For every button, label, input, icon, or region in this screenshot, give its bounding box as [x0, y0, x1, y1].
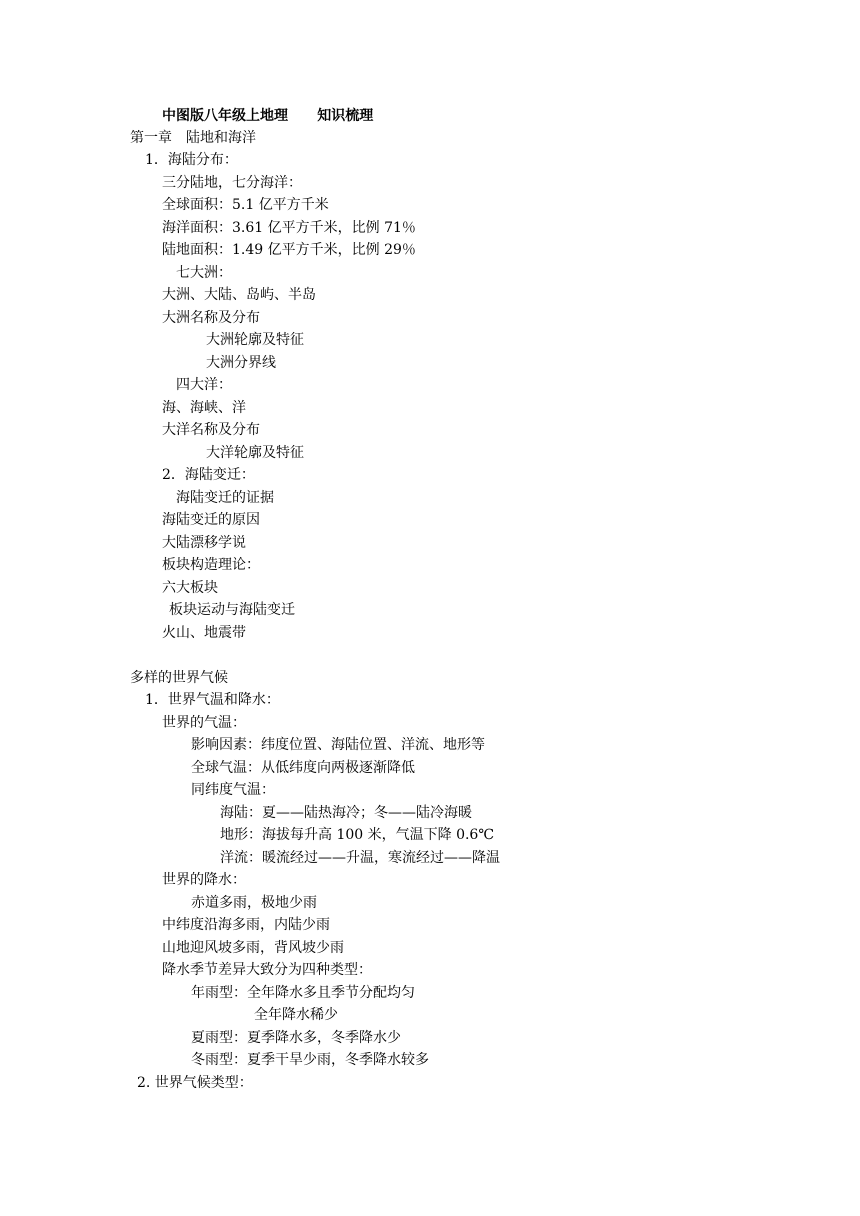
text-line: 年雨型：全年降水多且季节分配均匀	[191, 985, 415, 1001]
text-line: 大洲分界线	[206, 355, 276, 371]
text-line: 大陆漂移学说	[162, 535, 246, 551]
text-line: 大洲名称及分布	[162, 310, 260, 326]
text-line: 降水季节差异大致分为四种类型：	[162, 962, 372, 978]
chapter1-heading: 第一章 陆地和海洋	[130, 130, 256, 146]
text-line: 七大洲：	[176, 265, 232, 281]
text-line: 同纬度气温：	[191, 782, 275, 798]
section-title: 2. 世界气候类型：	[137, 1075, 253, 1091]
text-line: 板块构造理论：	[162, 557, 260, 573]
text-line: 冬雨型：夏季干旱少雨，冬季降水较多	[191, 1052, 429, 1068]
text-line: 大洋轮廓及特征	[206, 445, 304, 461]
text-line: 六大板块	[162, 580, 218, 596]
text-line: 海、海峡、洋	[162, 400, 246, 416]
text-line: 全年降水稀少	[254, 1007, 338, 1023]
text-line: 世界的降水：	[162, 872, 246, 888]
text-line: 火山、地震带	[162, 625, 246, 641]
text-line: 海陆变迁的证据	[176, 490, 274, 506]
text-line: 地形：海拔每升高 100 米，气温下降 0.6℃	[220, 827, 494, 843]
text-line: 四大洋：	[176, 377, 232, 393]
text-line: 夏雨型：夏季降水多，冬季降水少	[191, 1030, 401, 1046]
text-line: 大洲轮廓及特征	[206, 332, 304, 348]
document-title: 中图版八年级上地理 知识梳理	[162, 108, 374, 124]
text-line: 大洲、大陆、岛屿、半岛	[162, 287, 316, 303]
text-line: 全球面积：5.1 亿平方千米	[162, 197, 329, 213]
text-line: 洋流：暖流经过——升温，寒流经过——降温	[220, 850, 500, 866]
section-title: 2．海陆变迁：	[162, 467, 255, 483]
text-line: 山地迎风坡多雨，背风坡少雨	[162, 940, 344, 956]
text-line: 海陆：夏——陆热海冷；冬——陆冷海暖	[220, 805, 472, 821]
chapter2-heading: 多样的世界气候	[130, 670, 228, 686]
text-line: 海洋面积：3.61 亿平方千米，比例 71％	[162, 220, 416, 236]
text-line: 影响因素：纬度位置、海陆位置、洋流、地形等	[191, 737, 485, 753]
text-line: 海陆变迁的原因	[162, 512, 260, 528]
text-line: 大洋名称及分布	[162, 422, 260, 438]
text-line: 陆地面积：1.49 亿平方千米，比例 29％	[162, 242, 416, 258]
section-title: 1．世界气温和降水：	[145, 692, 280, 708]
text-line: 三分陆地，七分海洋：	[162, 175, 302, 191]
text-line: 全球气温：从低纬度向两极逐渐降低	[191, 760, 415, 776]
text-line: 中纬度沿海多雨，内陆少雨	[162, 917, 330, 933]
section-title: 1．海陆分布：	[145, 152, 238, 168]
text-line: 赤道多雨，极地少雨	[191, 895, 317, 911]
text-line: 板块运动与海陆变迁	[169, 602, 295, 618]
text-line: 世界的气温：	[162, 715, 246, 731]
